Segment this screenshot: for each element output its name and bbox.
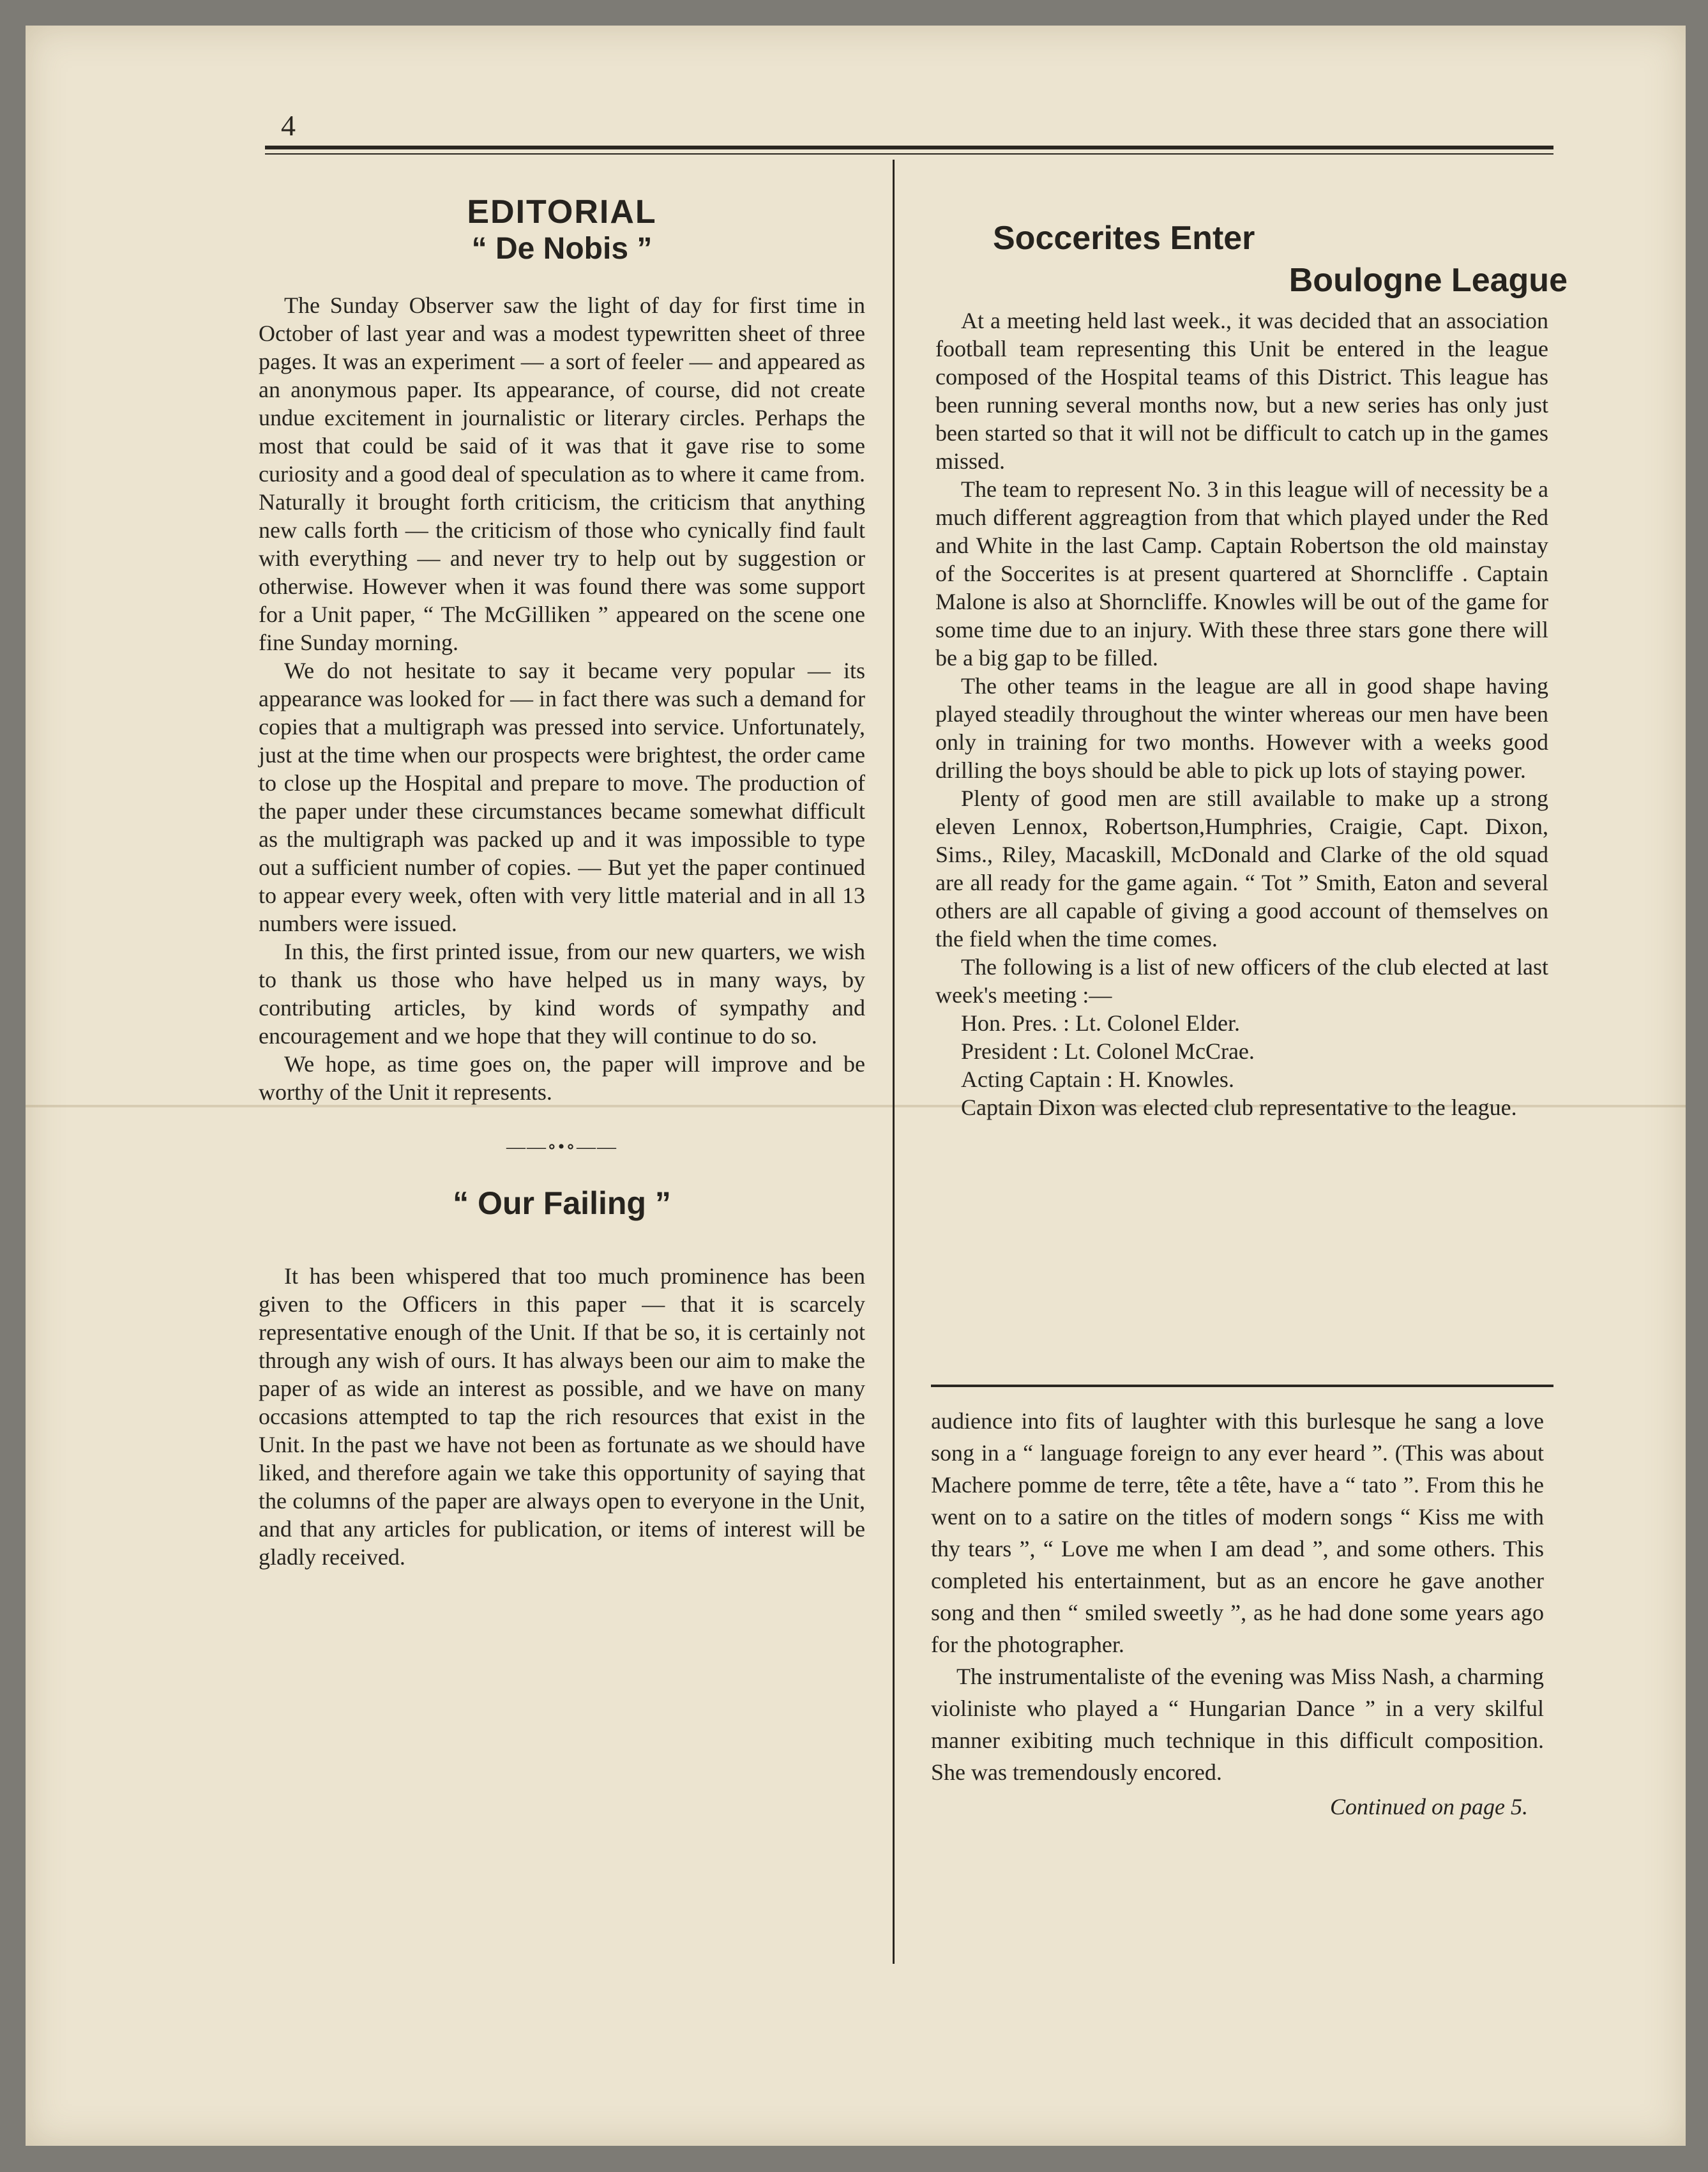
- editorial-title: EDITORIAL: [467, 194, 657, 231]
- page-number: 4: [281, 109, 296, 142]
- continued-paragraph: audience into fits of laughter with this burlesque he sang a love song in a “ language foreign to any ever heard ”. (This was about Machere pomme de terre, tête a tête, have a “ tato ”. From this he went on to a satire on the titles of modern songs “ Kiss me with thy tears ”, “ Love me when I am dead ”, and some others. This completed his entertainment, but as an encore he gave another song and then “ smiled sweetly ”, as he had done some years ago for the photographer.: [931, 1408, 1544, 1657]
- editorial-paragraph: We do not hesitate to say it became very popular — its appearance was looked for — in fact there was such a demand for copies that a multigraph was pressed into service. Unfortunately, just at the time when our prospects were brightest, the order came to close up the Hospital and prepare to move. The production of the paper under these circumstances became somewhat difficult as the multigraph was packed up and it was impossible to type out a sufficient number of copies. — But yet the paper continued to appear every week, often with very little material and in all 13 numbers were issued.: [259, 658, 865, 936]
- soccer-headline-line2: Boulogne League: [1289, 262, 1568, 299]
- soccer-paragraph: The other teams in the league are all in good shape having played steadily throughout the winter whereas our men have been only in training for two months. However with a weeks good drilling the boys should be able to pick up lots of staying power.: [935, 673, 1548, 783]
- header-rule-thin: [265, 153, 1553, 155]
- our-failing-paragraph: It has been whispered that too much prominence has been given to the Officers in this paper — that it is scarcely representative enough of the Unit. If that be so, it is certainly not through any wish of ours. It has always been our aim to make the paper of as wide an interest as possible, and we have on many occasions attempted to tap the rich resources that exist in the Unit. In the past we have not been as fortunate as we should have liked, and therefore again we take this opportunity of saying that the columns of the paper are always open to everyone in the Unit, and that any articles for publication, or items of interest will be gladly received.: [259, 1263, 865, 1570]
- newspaper-page: [26, 26, 1686, 2146]
- left-column: [259, 194, 865, 1571]
- soccer-article: [935, 307, 1548, 1121]
- section-ornament: ——∘•∘——: [506, 1136, 617, 1157]
- editorial-paragraph: We hope, as time goes on, the paper will improve and be worthy of the Unit it represents.: [259, 1051, 865, 1105]
- editorial-paragraph: The Sunday Observer saw the light of day for first time in October of last year and was a modest typewritten sheet of three pages. It was an experiment — a sort of feeler — and appeared as an anonymous paper. Its appearance, of course, did not create undue excitement in journalistic or literary circles. Perhaps the most that could be said of it was that it gave rise to some curiosity and a good deal of speculation as to where it came from. Naturally it brought forth criticism, the criticism that anything new calls forth — the criticism of those who cynically find fault with everything — and never try to help out by suggestion or otherwise. However when it was found there was some support for a Unit paper, “ The McGilliken ” appeared on the scene one fine Sunday morning.: [259, 292, 865, 655]
- officer-entry: Hon. Pres. : Lt. Colonel Elder.: [961, 1010, 1240, 1036]
- continued-paragraph: The instrumentaliste of the evening was Miss Nash, a charming violiniste who played a “ Hungarian Dance ” in a very skilful manner exibiting much technique in this difficult composition. She was tremendously encored.: [931, 1664, 1544, 1785]
- soccer-closing: Captain Dixon was elected club representative to the league.: [961, 1095, 1517, 1120]
- header-rule: [265, 146, 1553, 149]
- continued-article: [931, 1405, 1544, 1823]
- our-failing-title: “ Our Failing ”: [453, 1185, 671, 1221]
- soccer-headline-line1: Soccerites Enter: [993, 220, 1255, 257]
- column-divider: [893, 160, 895, 1964]
- soccer-paragraph: The team to represent No. 3 in this league will of necessity be a much different aggreagtion from that which played under the Red and White in the last Camp. Captain Robertson the old mainstay of the Soccerites is at present quartered at Shorncliffe . Captain Malone is also at Shorncliffe. Knowles will be out of the game for some time due to an injury. With these three stars gone there will be a big gap to be filled.: [935, 476, 1548, 671]
- editorial-subtitle: “ De Nobis ”: [471, 232, 653, 266]
- continued-note: Continued on page 5.: [1330, 1794, 1528, 1819]
- editorial-paragraph: In this, the first printed issue, from our new quarters, we wish to thank us those who have helped us in many ways, by contributing articles, by kind words of sympathy and encouragement and we hope that they will continue to do so.: [259, 939, 865, 1049]
- soccer-headline: [993, 217, 1568, 301]
- soccer-paragraph: Plenty of good men are still available to make up a strong eleven Lennox, Robertson,Humphries, Craigie, Capt. Dixon, Sims., Riley, Macaskill, McDonald and Clarke of the old squad are all ready for the game again. “ Tot ” Smith, Eaton and several others are all capable of giving a good account of themselves on the field when the time comes.: [935, 786, 1548, 952]
- soccer-paragraph: The following is a list of new officers of the club elected at last week's meeting :—: [935, 954, 1548, 1008]
- officer-entry: Acting Captain : H. Knowles.: [961, 1067, 1234, 1092]
- section-rule: [931, 1385, 1553, 1387]
- soccer-paragraph: At a meeting held last week., it was decided that an association football team representing this Unit be entered in the league composed of the Hospital teams of this District. This league has been running several months now, but a new series has only just been started so that it will not be difficult to catch up in the games missed.: [935, 308, 1548, 474]
- officer-entry: President : Lt. Colonel McCrae.: [961, 1038, 1255, 1064]
